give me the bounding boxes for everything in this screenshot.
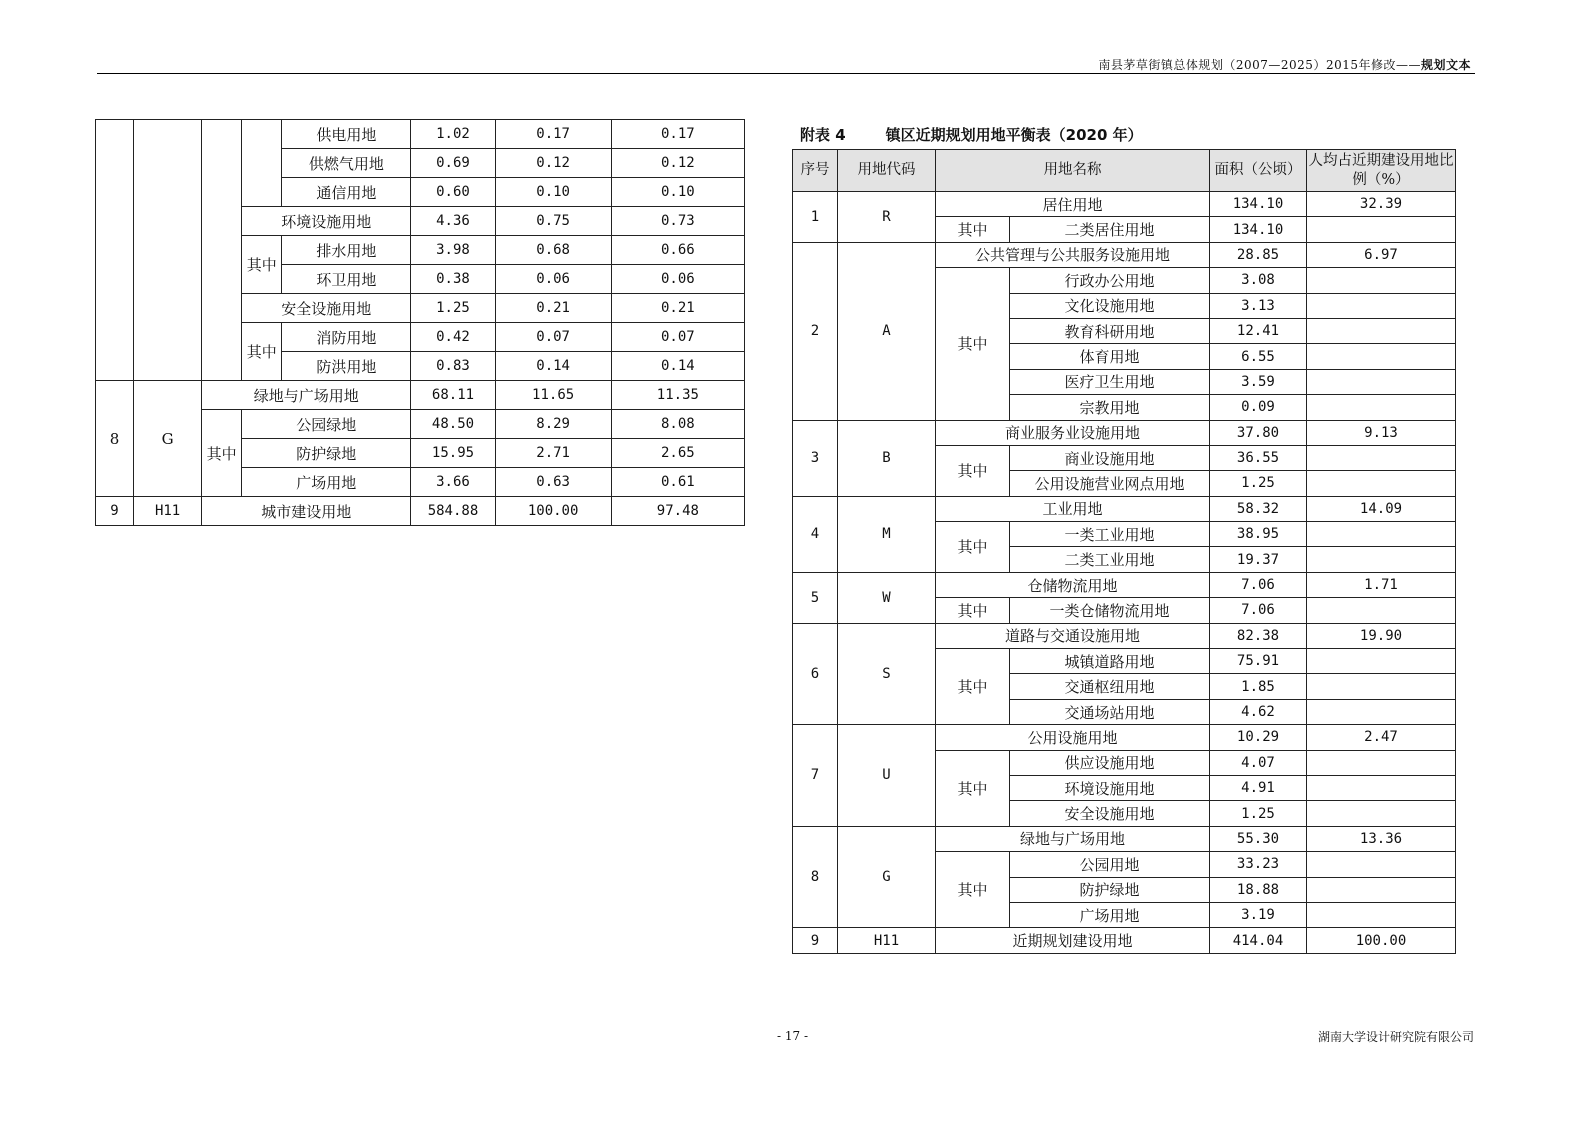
sub-land-name: 公园用地 bbox=[1010, 852, 1210, 877]
area-cell: 4.07 bbox=[1210, 750, 1307, 775]
ratio-cell: 32.39 bbox=[1307, 192, 1456, 217]
land-name: 绿地与广场用地 bbox=[202, 381, 411, 410]
area-cell: 7.06 bbox=[1210, 598, 1307, 623]
qizhong-cell: 其中 bbox=[242, 323, 282, 381]
value-cell: 8.29 bbox=[495, 410, 611, 439]
page-header bbox=[1098, 56, 1471, 73]
ratio-cell-empty bbox=[1307, 318, 1456, 343]
area-cell: 28.85 bbox=[1210, 242, 1307, 267]
ratio-cell-empty bbox=[1307, 369, 1456, 394]
sub-land-name: 交通枢纽用地 bbox=[1010, 674, 1210, 699]
ratio-cell-empty bbox=[1307, 649, 1456, 674]
value-cell: 0.06 bbox=[495, 265, 611, 294]
land-name: 公共管理与公共服务设施用地 bbox=[936, 242, 1210, 267]
group-code: H11 bbox=[838, 928, 936, 953]
ratio-cell: 13.36 bbox=[1307, 826, 1456, 851]
group-code: G bbox=[838, 826, 936, 928]
ratio-cell-empty bbox=[1307, 852, 1456, 877]
header-bold: 规划文本 bbox=[1420, 58, 1471, 72]
sub-land-name: 体育用地 bbox=[1010, 344, 1210, 369]
ratio-cell-empty bbox=[1307, 750, 1456, 775]
qizhong-cell: 其中 bbox=[936, 445, 1010, 496]
group-number: 1 bbox=[793, 192, 838, 243]
column-header-name: 用地名称 bbox=[936, 150, 1210, 192]
land-name: 近期规划建设用地 bbox=[936, 928, 1210, 953]
qizhong-cell: 其中 bbox=[936, 649, 1010, 725]
sub-land-name: 公用设施营业网点用地 bbox=[1010, 471, 1210, 496]
group-code: U bbox=[838, 725, 936, 827]
area-cell: 3.59 bbox=[1210, 369, 1307, 394]
blank-cell bbox=[96, 120, 134, 381]
ratio-cell-empty bbox=[1307, 775, 1456, 800]
land-name: 商业服务业设施用地 bbox=[936, 420, 1210, 445]
ratio-cell-empty bbox=[1307, 902, 1456, 927]
sub-land-name: 一类仓储物流用地 bbox=[1010, 598, 1210, 623]
page-number: - 17 - bbox=[777, 1029, 809, 1043]
value-cell: 0.69 bbox=[411, 149, 495, 178]
area-cell: 82.38 bbox=[1210, 623, 1307, 648]
ratio-cell: 100.00 bbox=[1307, 928, 1456, 953]
area-cell: 1.25 bbox=[1210, 471, 1307, 496]
value-cell: 97.48 bbox=[611, 497, 744, 526]
value-cell: 4.36 bbox=[411, 207, 495, 236]
qizhong-cell: 其中 bbox=[936, 598, 1010, 623]
table-row bbox=[793, 725, 1456, 750]
table-title bbox=[800, 124, 1143, 145]
sub-land-name: 供应设施用地 bbox=[1010, 750, 1210, 775]
area-cell: 0.09 bbox=[1210, 395, 1307, 420]
ratio-cell-empty bbox=[1307, 293, 1456, 318]
value-cell: 0.60 bbox=[411, 178, 495, 207]
value-cell: 0.14 bbox=[495, 352, 611, 381]
table-label: 附表 4 bbox=[800, 126, 846, 144]
column-header-area: 面积（公顷） bbox=[1210, 150, 1307, 192]
value-cell: 68.11 bbox=[411, 381, 495, 410]
area-cell: 1.85 bbox=[1210, 674, 1307, 699]
land-name: 绿地与广场用地 bbox=[936, 826, 1210, 851]
value-cell: 0.68 bbox=[495, 236, 611, 265]
sub-land-name: 宗教用地 bbox=[1010, 395, 1210, 420]
blank-cell bbox=[134, 120, 202, 381]
table-row bbox=[96, 497, 745, 526]
value-cell: 0.17 bbox=[495, 120, 611, 149]
area-cell: 12.41 bbox=[1210, 318, 1307, 343]
table-row bbox=[793, 623, 1456, 648]
value-cell: 0.17 bbox=[611, 120, 744, 149]
table-title-text: 镇区近期规划用地平衡表（2020 年） bbox=[885, 126, 1143, 144]
footer-organization: 湖南大学设计研究院有限公司 bbox=[1317, 1030, 1474, 1044]
column-header-no: 序号 bbox=[793, 150, 838, 192]
qizhong-cell: 其中 bbox=[936, 217, 1010, 242]
ratio-cell: 2.47 bbox=[1307, 725, 1456, 750]
sub-land-name: 二类居住用地 bbox=[1010, 217, 1210, 242]
table-row bbox=[793, 192, 1456, 217]
ratio-cell-empty bbox=[1307, 471, 1456, 496]
value-cell: 0.73 bbox=[611, 207, 744, 236]
value-cell: 0.12 bbox=[611, 149, 744, 178]
table-row bbox=[96, 381, 745, 410]
value-cell: 48.50 bbox=[411, 410, 495, 439]
header-text: 南县茅草街镇总体规划（2007—2025）2015年修改—— bbox=[1098, 58, 1421, 72]
value-cell: 0.42 bbox=[411, 323, 495, 352]
ratio-cell: 6.97 bbox=[1307, 242, 1456, 267]
area-cell: 3.08 bbox=[1210, 268, 1307, 293]
area-cell: 33.23 bbox=[1210, 852, 1307, 877]
value-cell: 0.61 bbox=[611, 468, 744, 497]
group-code: W bbox=[838, 572, 936, 623]
value-cell: 0.66 bbox=[611, 236, 744, 265]
area-cell: 36.55 bbox=[1210, 445, 1307, 470]
group-code: G bbox=[134, 381, 202, 497]
qizhong-cell: 其中 bbox=[936, 522, 1010, 573]
area-cell: 414.04 bbox=[1210, 928, 1307, 953]
area-cell: 6.55 bbox=[1210, 344, 1307, 369]
ratio-cell-empty bbox=[1307, 445, 1456, 470]
group-number: 6 bbox=[793, 623, 838, 725]
sub-land-name: 防护绿地 bbox=[1010, 877, 1210, 902]
group-number: 2 bbox=[793, 242, 838, 420]
value-cell: 0.75 bbox=[495, 207, 611, 236]
group-number: 3 bbox=[793, 420, 838, 496]
land-name: 仓储物流用地 bbox=[936, 572, 1210, 597]
land-name: 工业用地 bbox=[936, 496, 1210, 521]
group-number: 5 bbox=[793, 572, 838, 623]
blank-cell bbox=[202, 120, 242, 381]
land-name: 公园绿地 bbox=[242, 410, 411, 439]
value-cell: 11.65 bbox=[495, 381, 611, 410]
ratio-cell-empty bbox=[1307, 547, 1456, 572]
sub-land-name: 城镇道路用地 bbox=[1010, 649, 1210, 674]
value-cell: 0.63 bbox=[495, 468, 611, 497]
qizhong-cell: 其中 bbox=[202, 410, 242, 497]
area-cell: 7.06 bbox=[1210, 572, 1307, 597]
qizhong-cell: 其中 bbox=[936, 750, 1010, 826]
left-land-use-table bbox=[95, 119, 745, 526]
ratio-cell: 14.09 bbox=[1307, 496, 1456, 521]
area-cell: 10.29 bbox=[1210, 725, 1307, 750]
ratio-cell-empty bbox=[1307, 699, 1456, 724]
group-code: S bbox=[838, 623, 936, 725]
value-cell: 1.25 bbox=[411, 294, 495, 323]
area-cell: 134.10 bbox=[1210, 217, 1307, 242]
value-cell: 8.08 bbox=[611, 410, 744, 439]
area-cell: 58.32 bbox=[1210, 496, 1307, 521]
table-row bbox=[793, 242, 1456, 267]
column-header-code: 用地代码 bbox=[838, 150, 936, 192]
area-cell: 3.19 bbox=[1210, 902, 1307, 927]
land-name: 安全设施用地 bbox=[242, 294, 411, 323]
value-cell: 0.10 bbox=[611, 178, 744, 207]
blank-cell bbox=[242, 120, 282, 207]
value-cell: 584.88 bbox=[411, 497, 495, 526]
area-cell: 3.13 bbox=[1210, 293, 1307, 318]
value-cell: 2.71 bbox=[495, 439, 611, 468]
ratio-cell-empty bbox=[1307, 598, 1456, 623]
group-number: 9 bbox=[793, 928, 838, 953]
area-cell: 1.25 bbox=[1210, 801, 1307, 826]
ratio-cell-empty bbox=[1307, 217, 1456, 242]
area-cell: 134.10 bbox=[1210, 192, 1307, 217]
group-number: 8 bbox=[793, 826, 838, 928]
sub-land-name: 广场用地 bbox=[1010, 902, 1210, 927]
column-header-ratio: 人均占近期建设用地比例（%） bbox=[1307, 150, 1456, 192]
ratio-cell-empty bbox=[1307, 344, 1456, 369]
group-code: M bbox=[838, 496, 936, 572]
land-name: 环卫用地 bbox=[282, 265, 411, 294]
sub-land-name: 二类工业用地 bbox=[1010, 547, 1210, 572]
area-cell: 37.80 bbox=[1210, 420, 1307, 445]
group-code: H11 bbox=[134, 497, 202, 526]
group-code: B bbox=[838, 420, 936, 496]
ratio-cell-empty bbox=[1307, 674, 1456, 699]
ratio-cell: 19.90 bbox=[1307, 623, 1456, 648]
area-cell: 75.91 bbox=[1210, 649, 1307, 674]
sub-land-name: 交通场站用地 bbox=[1010, 699, 1210, 724]
land-name: 居住用地 bbox=[936, 192, 1210, 217]
table-row bbox=[793, 420, 1456, 445]
value-cell: 15.95 bbox=[411, 439, 495, 468]
area-cell: 18.88 bbox=[1210, 877, 1307, 902]
right-table-body bbox=[793, 192, 1456, 954]
group-code: R bbox=[838, 192, 936, 243]
sub-land-name: 教育科研用地 bbox=[1010, 318, 1210, 343]
area-cell: 19.37 bbox=[1210, 547, 1307, 572]
sub-land-name: 环境设施用地 bbox=[1010, 775, 1210, 800]
land-name: 环境设施用地 bbox=[242, 207, 411, 236]
value-cell: 11.35 bbox=[611, 381, 744, 410]
sub-land-name: 文化设施用地 bbox=[1010, 293, 1210, 318]
land-name: 道路与交通设施用地 bbox=[936, 623, 1210, 648]
group-number: 8 bbox=[96, 381, 134, 497]
qizhong-cell: 其中 bbox=[936, 852, 1010, 928]
value-cell: 0.06 bbox=[611, 265, 744, 294]
sub-land-name: 一类工业用地 bbox=[1010, 522, 1210, 547]
area-cell: 38.95 bbox=[1210, 522, 1307, 547]
land-name: 防护绿地 bbox=[242, 439, 411, 468]
value-cell: 100.00 bbox=[495, 497, 611, 526]
land-name: 供燃气用地 bbox=[282, 149, 411, 178]
sub-land-name: 医疗卫生用地 bbox=[1010, 369, 1210, 394]
land-name: 供电用地 bbox=[282, 120, 411, 149]
total-row bbox=[793, 928, 1456, 953]
land-name: 消防用地 bbox=[282, 323, 411, 352]
land-name: 城市建设用地 bbox=[202, 497, 411, 526]
qizhong-cell: 其中 bbox=[936, 268, 1010, 420]
group-number: 9 bbox=[96, 497, 134, 526]
value-cell: 0.07 bbox=[611, 323, 744, 352]
sub-land-name: 行政办公用地 bbox=[1010, 268, 1210, 293]
value-cell: 0.21 bbox=[495, 294, 611, 323]
table-row bbox=[793, 496, 1456, 521]
qizhong-cell: 其中 bbox=[242, 236, 282, 294]
value-cell: 0.38 bbox=[411, 265, 495, 294]
area-cell: 4.91 bbox=[1210, 775, 1307, 800]
header-row bbox=[793, 150, 1456, 192]
value-cell: 0.83 bbox=[411, 352, 495, 381]
value-cell: 3.66 bbox=[411, 468, 495, 497]
area-cell: 55.30 bbox=[1210, 826, 1307, 851]
area-cell: 4.62 bbox=[1210, 699, 1307, 724]
value-cell: 3.98 bbox=[411, 236, 495, 265]
value-cell: 0.12 bbox=[495, 149, 611, 178]
ratio-cell-empty bbox=[1307, 877, 1456, 902]
land-name: 广场用地 bbox=[242, 468, 411, 497]
ratio-cell: 1.71 bbox=[1307, 572, 1456, 597]
value-cell: 0.10 bbox=[495, 178, 611, 207]
table-row bbox=[793, 826, 1456, 851]
value-cell: 0.21 bbox=[611, 294, 744, 323]
value-cell: 0.07 bbox=[495, 323, 611, 352]
value-cell: 2.65 bbox=[611, 439, 744, 468]
ratio-cell-empty bbox=[1307, 522, 1456, 547]
ratio-cell: 9.13 bbox=[1307, 420, 1456, 445]
land-name: 防洪用地 bbox=[282, 352, 411, 381]
ratio-cell-empty bbox=[1307, 801, 1456, 826]
header-rule bbox=[97, 73, 1475, 74]
table-row bbox=[96, 120, 745, 149]
ratio-cell-empty bbox=[1307, 268, 1456, 293]
sub-land-name: 商业设施用地 bbox=[1010, 445, 1210, 470]
table-row bbox=[793, 572, 1456, 597]
land-name: 公用设施用地 bbox=[936, 725, 1210, 750]
land-name: 通信用地 bbox=[282, 178, 411, 207]
land-name: 排水用地 bbox=[282, 236, 411, 265]
group-code: A bbox=[838, 242, 936, 420]
ratio-cell-empty bbox=[1307, 395, 1456, 420]
value-cell: 1.02 bbox=[411, 120, 495, 149]
group-number: 4 bbox=[793, 496, 838, 572]
group-number: 7 bbox=[793, 725, 838, 827]
sub-land-name: 安全设施用地 bbox=[1010, 801, 1210, 826]
value-cell: 0.14 bbox=[611, 352, 744, 381]
near-term-land-balance-table bbox=[792, 149, 1456, 954]
